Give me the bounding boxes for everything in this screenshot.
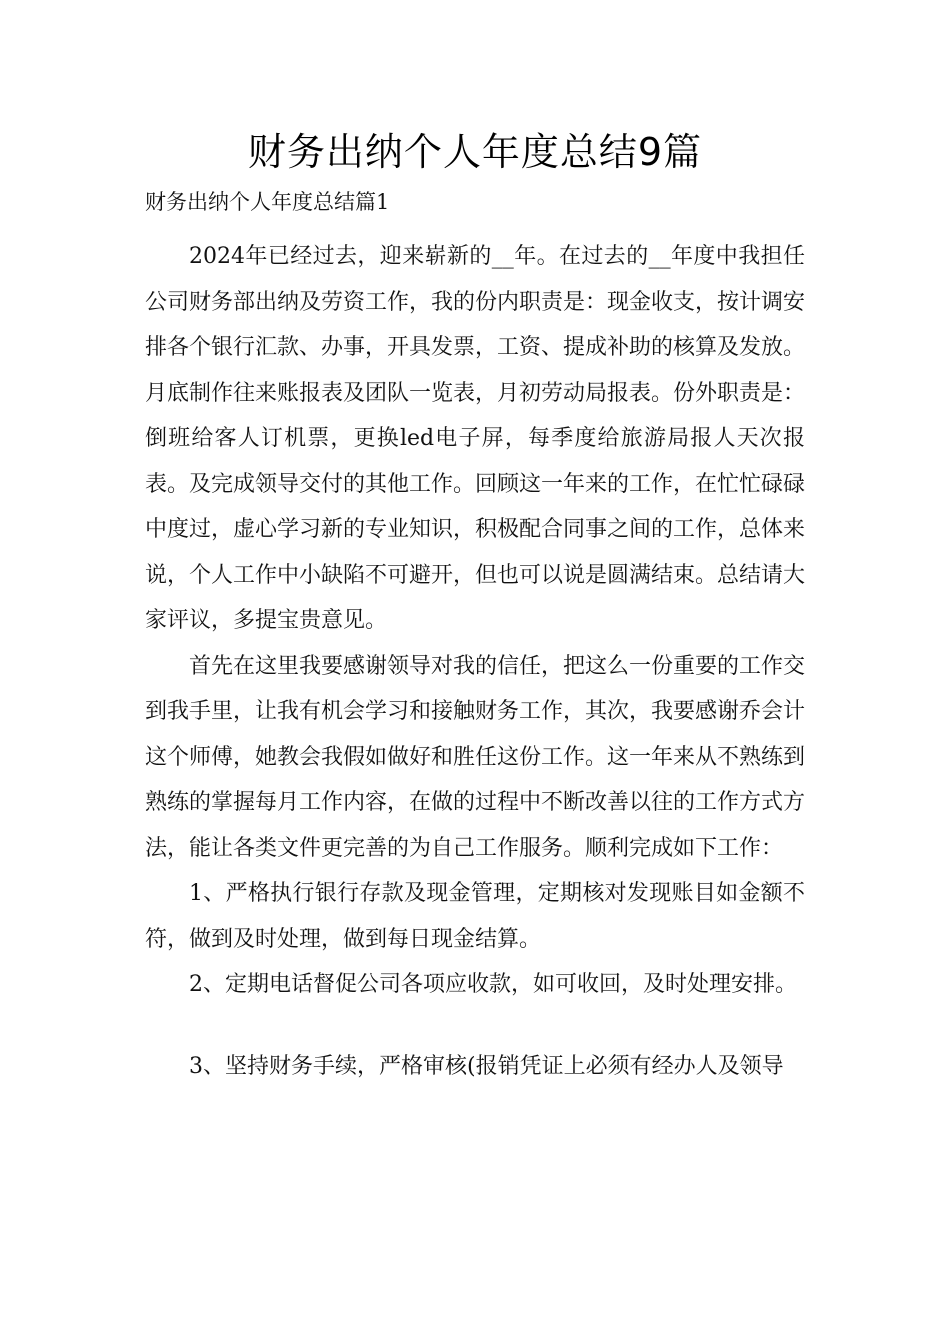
list-item-3: 3、坚持财务手续，严格审核(报销凭证上必须有经办人及领导 — [189, 1053, 784, 1079]
list-item-1: 1、严格执行银行存款及现金管理，定期核对发现账目如金额不符，做到及时处理，做到每日现金结算。 — [145, 881, 805, 952]
paragraph-intro: 2024年已经过去，迎来崭新的__年。在过去的__年度中我担任公司财务部出纳及劳资工作，我的份内职责是：现金收支，按计调安排各个银行汇款、办事，开具发票，工资、提成补助的核算及发放。月底制作往来账报表及团队一览表，月初劳动局报表。份外职责是：倒班给客人订机票，更换led电子屏，每季度给旅游局报人天次报表。及完成领导交付的其他工作。回顾这一年来的工作，在忙忙碌碌中度过，虚心学习新的专业知识，积极配合同事之间的工作，总体来说，个人工作中小缺陷不可避开，但也可以说是圆满结束。总结请大家评议，多提宝贵意见。 — [145, 244, 806, 633]
document-body — [145, 182, 805, 1089]
list-item-2: 2、定期电话督促公司各项应收款，如可收回，及时处理安排。 — [189, 972, 797, 997]
section-heading: 财务出纳个人年度总结篇1 — [145, 190, 390, 214]
paragraph-thanks: 首先在这里我要感谢领导对我的信任，把这么一份重要的工作交到我手里，让我有机会学习和接触财务工作，其次，我要感谢乔会计这个师傅，她教会我假如做好和胜任这份工作。这一年来从不熟练到熟练的掌握每月工作内容，在做的过程中不断改善以往的工作方式方法，能让各类文件更完善的为自己工作服务。顺利完成如下工作： — [145, 653, 806, 861]
paragraph-spacer — [145, 1008, 805, 1044]
document-title: 财务出纳个人年度总结9篇 — [247, 130, 703, 174]
